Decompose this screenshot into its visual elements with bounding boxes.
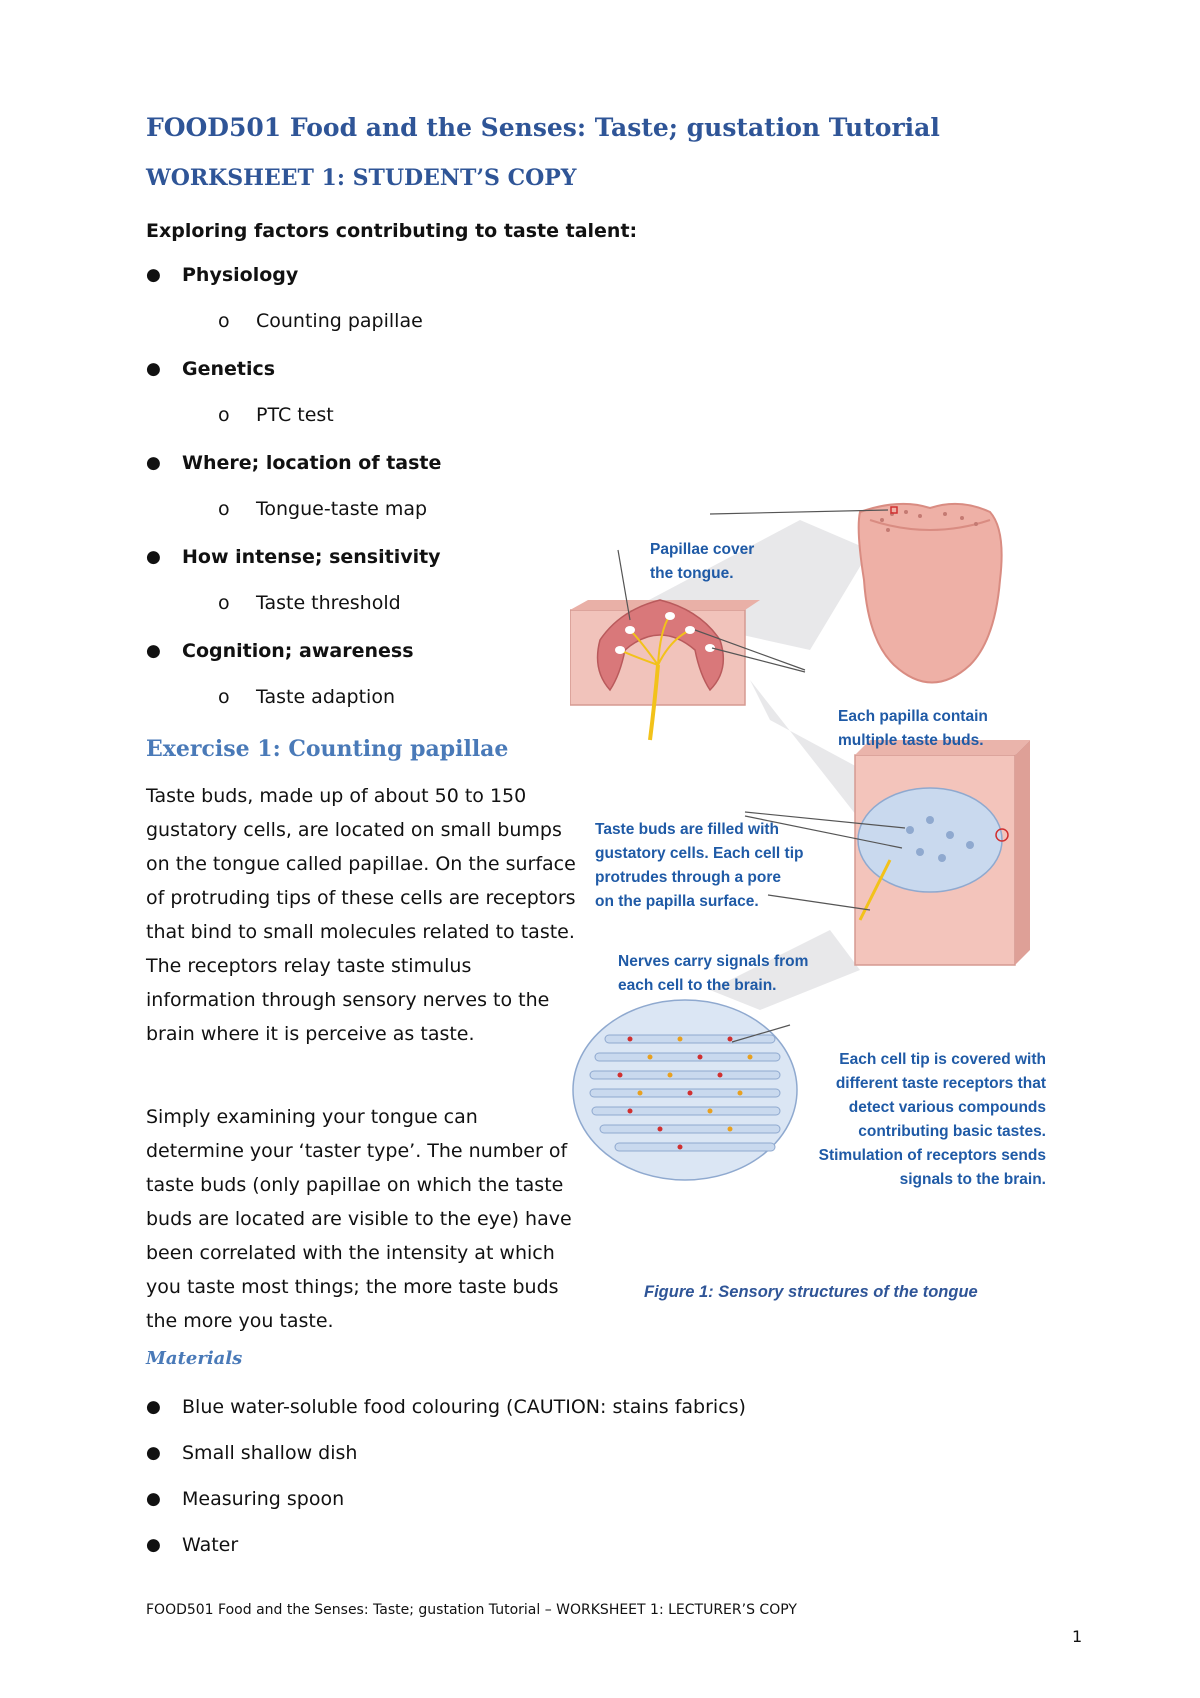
factor-subitem — [146, 402, 566, 450]
bullet-icon: ● — [146, 641, 161, 661]
factor-label: Genetics — [182, 358, 276, 380]
factor-subitem — [146, 590, 566, 638]
taste-buds-label-line: on the papilla surface. — [595, 893, 759, 910]
factor-label: Cognition; awareness — [182, 640, 414, 662]
document-title: FOOD501 Food and the Senses: Taste; gustation Tutorial — [146, 113, 940, 142]
nerves-label-line: Nerves carry signals from — [618, 953, 809, 970]
factor-sub-label: Counting papillae — [256, 310, 423, 332]
factor-subitem — [146, 308, 566, 356]
factor-item — [146, 262, 566, 308]
bullet-icon: ● — [146, 265, 161, 285]
tongue-icon — [859, 504, 1002, 683]
bullet-icon: ● — [146, 1489, 161, 1509]
factor-label: How intense; sensitivity — [182, 546, 441, 568]
factor-label: Where; location of taste — [182, 452, 442, 474]
worksheet-subtitle: WORKSHEET 1: STUDENT’S COPY — [146, 165, 577, 191]
page-footer: FOOD501 Food and the Senses: Taste; gustation Tutorial – WORKSHEET 1: LECTURER’S COPY — [146, 1602, 797, 1618]
taste-buds-label — [595, 818, 803, 914]
material-label: Small shallow dish — [182, 1442, 358, 1464]
sub-bullet-icon: o — [218, 404, 230, 426]
factor-sub-label: Tongue-taste map — [256, 498, 428, 520]
sub-bullet-icon: o — [218, 592, 230, 614]
factor-subitem — [146, 496, 566, 544]
bullet-icon: ● — [146, 1535, 161, 1555]
receptors-label-line: contributing basic tastes. — [858, 1123, 1046, 1140]
taste-bud-block-icon — [855, 740, 1030, 965]
receptors-label-line: signals to the brain. — [899, 1171, 1046, 1188]
receptors-label — [788, 1048, 1046, 1192]
intro-heading: Exploring factors contributing to taste talent: — [146, 220, 638, 242]
bullet-icon: ● — [146, 547, 161, 567]
factor-sub-label: PTC test — [256, 404, 334, 426]
bullet-icon: ● — [146, 453, 161, 473]
bullet-icon: ● — [146, 1397, 161, 1417]
receptor-cells-icon — [573, 1000, 797, 1180]
sub-bullet-icon: o — [218, 686, 230, 708]
exercise-paragraph-2: Simply examining your tongue can determine your ‘taster type’. The number of taste buds (only papillae on which the taste buds are located are visible to the eye) have been correlated with the intensity at which you taste most things; the more taste buds the more you taste. — [146, 1106, 572, 1332]
papilla-label-line: Each papilla contain — [838, 708, 988, 725]
receptors-label-line: Stimulation of receptors sends — [818, 1147, 1046, 1164]
taste-buds-label-line: protrudes through a pore — [595, 869, 781, 886]
materials-heading: Materials — [146, 1348, 243, 1369]
nerves-label-line: each cell to the brain. — [618, 977, 777, 994]
nerves-label — [618, 950, 808, 998]
factor-sub-label: Taste adaption — [256, 686, 395, 708]
bullet-icon: ● — [146, 359, 161, 379]
material-label: Measuring spoon — [182, 1488, 345, 1510]
papillae-label — [650, 538, 754, 586]
factor-sub-label: Taste threshold — [256, 592, 401, 614]
sub-bullet-icon: o — [218, 498, 230, 520]
factor-item — [146, 450, 566, 496]
exercise-title: Exercise 1: Counting papillae — [146, 736, 509, 762]
figure-caption: Figure 1: Sensory structures of the tongue — [644, 1283, 978, 1301]
papillae-label-line: the tongue. — [650, 565, 734, 582]
papillae-label-line: Papillae cover — [650, 541, 755, 558]
factor-item — [146, 638, 566, 684]
factor-item — [146, 544, 566, 590]
factor-label: Physiology — [182, 264, 299, 286]
page-number: 1 — [1072, 1627, 1083, 1646]
papilla-label — [838, 705, 988, 753]
factor-item — [146, 356, 566, 402]
sub-bullet-icon: o — [218, 310, 230, 332]
bullet-icon: ● — [146, 1443, 161, 1463]
papilla-cross-section-icon — [570, 600, 760, 740]
taste-buds-label-line: Taste buds are filled with — [595, 821, 780, 838]
factor-list — [146, 262, 566, 732]
receptors-label-line: detect various compounds — [848, 1099, 1046, 1116]
receptors-label-line: Each cell tip is covered with — [839, 1051, 1046, 1068]
papilla-label-line: multiple taste buds. — [838, 732, 984, 749]
exercise-paragraph-1: Taste buds, made up of about 50 to 150 gustatory cells, are located on small bumps on the tongue called papillae. On the surface of protruding tips of these cells are receptors that bind to small molecules related to taste. The receptors relay taste stimulus information through sensory nerves to the brain where it is perceive as taste. — [146, 785, 576, 1045]
receptors-label-line: different taste receptors that — [835, 1075, 1046, 1092]
factor-subitem — [146, 684, 566, 732]
material-label: Blue water-soluble food colouring (CAUTION: stains fabrics) — [182, 1396, 746, 1418]
material-label: Water — [182, 1534, 239, 1556]
taste-buds-label-line: gustatory cells. Each cell tip — [595, 845, 804, 862]
